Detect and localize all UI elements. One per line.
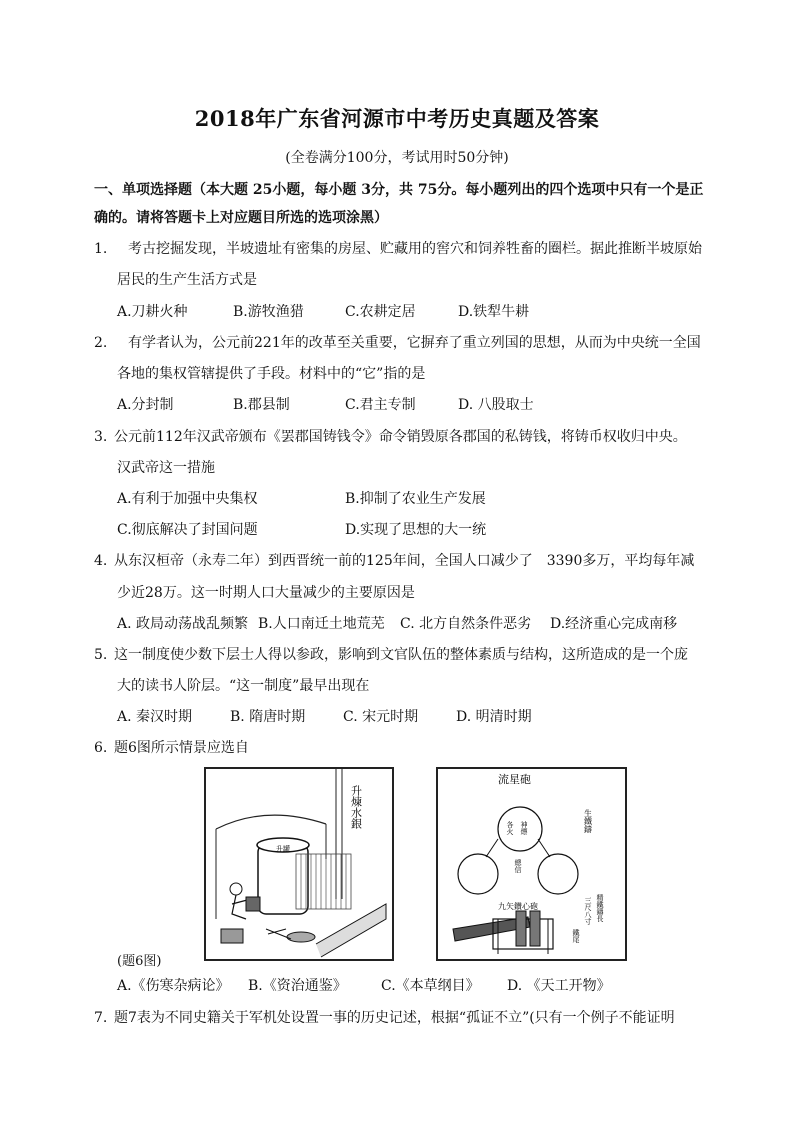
question-4-number: 4. [94,553,108,569]
question-1-option-c: C.农耕定居 [345,304,416,320]
rocket-side-label-3: 精鐵鑄長 [596,894,604,922]
question-6-option-a: A.《伤寒杂病论》 [117,978,230,994]
question-1-line-1: 考古挖掘发现，半坡遗址有密集的房屋、贮藏用的窖穴和饲养牲畜的圈栏。据此推断半坡原始 [128,241,702,257]
question-5-option-b: B. 隋唐时期 [230,709,306,725]
question-5-number: 5. [94,647,108,663]
question-2-option-a: A.分封制 [117,397,174,413]
question-6-number: 6. [94,740,108,756]
question-3-option-d: D.实现了思想的大一统 [345,522,487,538]
question-6-option-d: D. 《天工开物》 [507,978,611,994]
question-5-line-2: 大的读书人阶层。“这一制度”最早出现在 [117,678,370,694]
question-2-option-b: B.郡县制 [233,397,290,413]
question-1-line-2: 居民的生产生活方式是 [117,272,257,288]
section-heading-line-2: 确的。请将答题卡上对应题目所选的选项涂黑） [94,210,388,226]
question-3-option-a: A.有利于加强中央集权 [117,491,258,507]
question-6-option-c: C.《本草纲目》 [381,978,480,994]
mercury-refining-drawing [206,769,392,959]
mercury-refining-header: 升煉水銀 [349,785,363,829]
question-7-line-1: 题7表为不同史籍关于军机处设置一事的历史记述，根据“孤证不立”(只有一个例子不能证明 [114,1010,675,1026]
rocket-bottom-label: 九矢鑽心砲 [498,902,538,911]
page-subtitle: (全卷满分100分，考试用时50分钟) [285,150,509,166]
question-3-option-c: C.彻底解决了封国问题 [117,522,258,538]
question-3-line-1: 公元前112年汉武帝颁布《罢郡国铸钱令》命令销毁原各郡国的私铸钱，将铸币权收归中央。 [114,429,687,445]
rocket-tail-label: 鐵尾 [572,929,580,943]
question-4-line-1: 从东汉桓帝（永寿二年）到西晋统一前的125年间，全国人口减少了 3390多万，平均每年减 [114,553,695,569]
question-3-number: 3. [94,429,108,445]
question-4-option-a: A. 政局动荡战乱频繁 [117,616,249,632]
figure-rocket-launchers [436,767,627,961]
question-4-option-b: B.人口南迁土地荒芜 [258,616,385,632]
question-7-number: 7. [94,1010,108,1026]
tube-label-1: 各火 [506,821,514,835]
tube-label-2: 神熛 [520,821,528,835]
question-4-option-d: D.经济重心完成南移 [550,616,678,632]
rocket-launchers-drawing [438,769,625,959]
question-5-option-d: D. 明清时期 [456,709,532,725]
page-title: 2018年广东省河源市中考历史真题及答案 [194,106,600,131]
question-2-option-d: D. 八股取士 [458,397,534,413]
center-label: 總信 [514,859,522,873]
question-5-option-a: A. 秦汉时期 [117,709,193,725]
question-2-line-2: 各地的集权管辖提供了手段。材料中的“它”指的是 [117,366,426,382]
question-2-line-1: 有学者认为，公元前221年的改革至关重要，它摒弃了重立列国的思想，从而为中央统一全国 [128,335,701,351]
question-5-option-c: C. 宋元时期 [343,709,419,725]
question-5-line-1: 这一制度使少数下层士人得以参政，影响到文官队伍的整体素质与结构，这所造成的是一个庞 [114,647,688,663]
question-1-number: 1. [94,241,108,257]
question-1-option-a: A.刀耕火种 [117,304,188,320]
figure-caption: (题6图) [117,954,162,969]
figure-mercury-refining [204,767,394,961]
question-3-option-b: B.抑制了农业生产发展 [345,491,486,507]
question-1-option-b: B.游牧渔猎 [233,304,304,320]
question-3-line-2: 汉武帝这一措施 [117,460,215,476]
question-2-number: 2. [94,335,108,351]
question-4-line-2: 少近28万。这一时期人口大量减少的主要原因是 [117,585,415,601]
rocket-side-label-2: 三尺八寸 [584,897,592,925]
furnace-label: 升罐 [276,845,290,853]
question-6-option-b: B.《资治通鉴》 [248,978,347,994]
question-6-line-1: 题6图所示情景应选自 [114,740,249,756]
rocket-side-label-1: 生鐵鑄 [583,809,593,833]
question-4-option-c: C. 北方自然条件恶劣 [400,616,532,632]
question-2-option-c: C.君主专制 [345,397,416,413]
question-1-option-d: D.铁犁牛耕 [458,304,530,320]
section-heading-line-1: 一、单项选择题（本大题 25小题，每小题 3分，共 75分。每小题列出的四个选项中只有一个是正 [94,182,704,198]
rocket-header: 流星砲 [498,773,531,786]
